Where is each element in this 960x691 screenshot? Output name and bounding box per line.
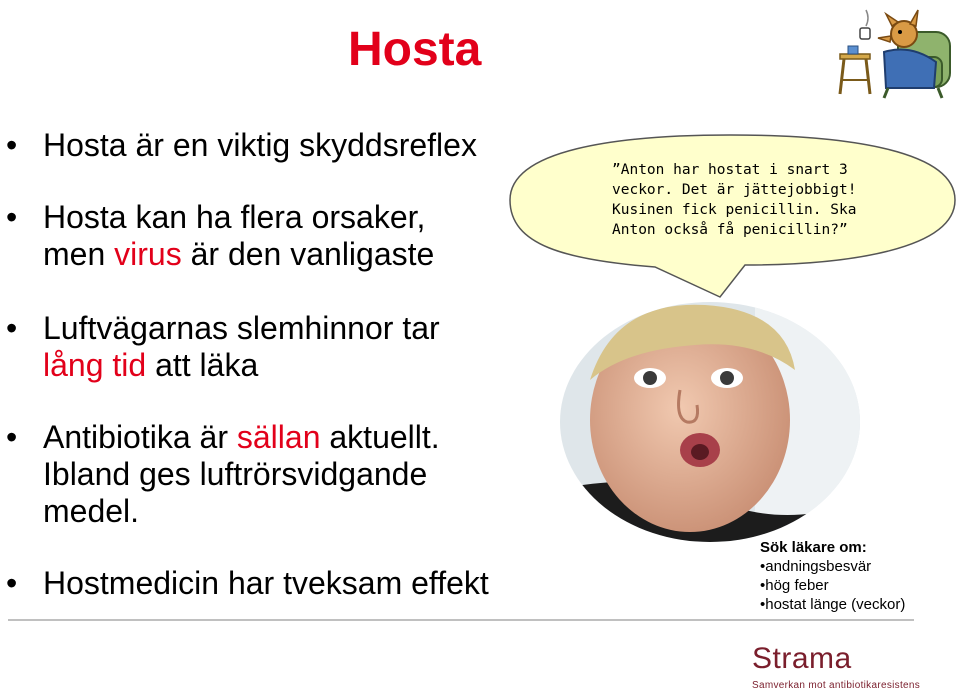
seek-doctor-item: •hög feber (760, 577, 829, 594)
bullet-line: medel. (43, 493, 140, 529)
speech-line: ”Anton har hostat i snart 3 (612, 162, 848, 178)
speech-text (612, 160, 902, 240)
bullet-marker: • (6, 310, 18, 346)
bullet-line: men (43, 236, 115, 272)
bullet-marker: • (6, 565, 18, 601)
bullet-line: att läka (146, 347, 259, 383)
bullet-text (43, 419, 440, 530)
bullet-text (43, 310, 440, 384)
bullet-marker: • (6, 127, 18, 163)
sick-cartoon-icon (826, 2, 958, 100)
footer-divider (8, 619, 914, 621)
highlight-word: lång tid (43, 347, 147, 383)
bullet-text: Hosta är en viktig skyddsreflex (43, 127, 477, 163)
bullet-line: aktuellt. (320, 419, 440, 455)
bullet-item (6, 199, 434, 273)
bullet-line: Ibland ges luftrörsvidgande (43, 456, 428, 492)
bullet-text (43, 199, 434, 273)
strama-logo: Strama (752, 642, 852, 675)
seek-doctor-item: •hostat länge (veckor) (760, 596, 906, 613)
bullet-line: Luftvägarnas slemhinnor tar (43, 310, 440, 346)
highlight-word: virus (114, 236, 182, 272)
bullet-item (6, 565, 489, 602)
bullet-line: Antibiotika är (43, 419, 237, 455)
speech-line: Kusinen fick penicillin. Ska (612, 202, 857, 218)
seek-doctor-heading: Sök läkare om: (760, 539, 867, 556)
bullet-item (6, 419, 440, 530)
bullet-marker: • (6, 419, 18, 455)
bullet-item (6, 127, 477, 164)
boy-coughing-photo (555, 300, 865, 545)
seek-doctor-item: •andningsbesvär (760, 558, 872, 575)
highlight-word: sällan (236, 419, 321, 455)
bullet-line: Hosta kan ha flera orsaker, (43, 199, 426, 235)
strama-tagline: Samverkan mot antibiotikaresistens (752, 680, 921, 691)
seek-doctor-box (760, 538, 905, 614)
speech-line: veckor. Det är jättejobbigt! (612, 182, 857, 198)
bullet-line: är den vanligaste (181, 236, 435, 272)
page-title: Hosta (348, 23, 482, 76)
speech-line: Anton också få penicillin?” (612, 222, 848, 238)
bullet-marker: • (6, 199, 18, 235)
bullet-item (6, 310, 440, 384)
bullet-text: Hostmedicin har tveksam effekt (43, 565, 489, 601)
